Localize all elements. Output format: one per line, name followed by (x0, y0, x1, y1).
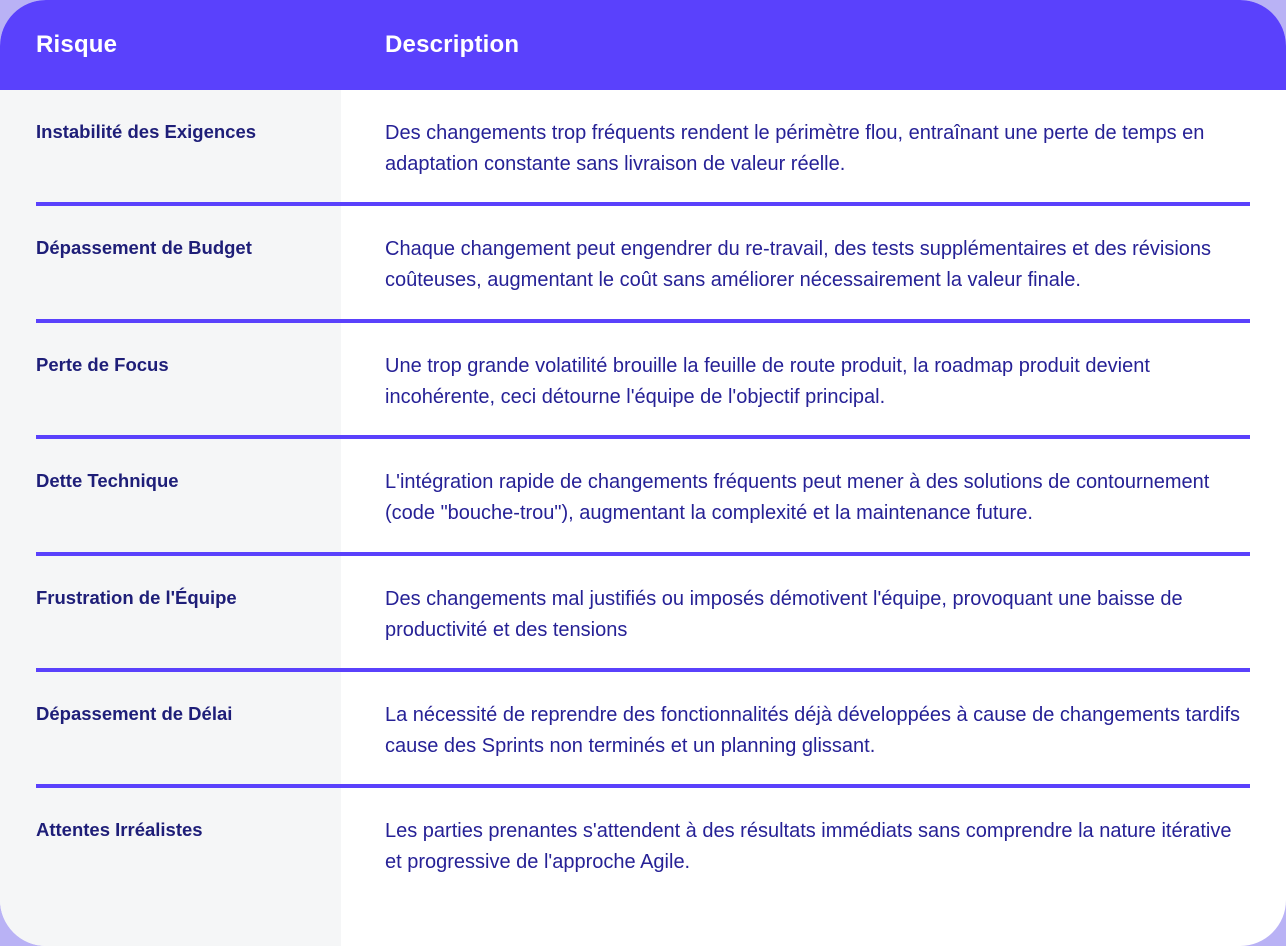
table-row (0, 788, 1286, 900)
table-row (0, 439, 1286, 552)
cell-description: Les parties prenantes s'attendent à des résultats immédiats sans comprendre la nature itérative et progressive de l'approche Agile. (385, 820, 1232, 873)
table-row (0, 672, 1286, 784)
cell-description: Chaque changement peut engendrer du re-travail, des tests supplémentaires et des révisions coûteuses, augmentant le coût sans améliorer nécessairement la valeur finale. (385, 238, 1212, 291)
table-rows (0, 90, 1286, 900)
cell-description: Une trop grande volatilité brouille la feuille de route produit, la roadmap produit devient incohérente, ceci détourne l'équipe de l'objectif principal. (385, 355, 1150, 408)
cell-description: Des changements trop fréquents rendent le périmètre flou, entraînant une perte de temps en adaptation constante sans livraison de valeur réelle. (385, 122, 1205, 175)
row-separator (36, 552, 1250, 556)
table-body (0, 90, 1286, 946)
column-header-description: Description (385, 31, 520, 58)
table-row (0, 556, 1286, 668)
cell-description: Des changements mal justifiés ou imposés démotivent l'équipe, provoquant une baisse de productivité et des tensions (385, 588, 1183, 641)
cell-risque: Dépassement de Délai (36, 703, 233, 724)
row-separator (36, 435, 1250, 439)
table-row (0, 323, 1286, 435)
row-separator (36, 319, 1250, 323)
cell-description: La nécessité de reprendre des fonctionnalités déjà développées à cause de changements tardifs cause des Sprints non terminés et un planning glissant. (385, 704, 1241, 757)
cell-risque: Frustration de l'Équipe (36, 587, 237, 608)
cell-risque: Attentes Irréalistes (36, 819, 203, 840)
cell-risque: Instabilité des Exigences (36, 121, 257, 142)
table-row (0, 206, 1286, 319)
cell-description: L'intégration rapide de changements fréquents peut mener à des solutions de contournement (code "bouche-trou"), augmentant la complexité et la maintenance future. (385, 471, 1210, 524)
cell-risque: Dette Technique (36, 470, 179, 491)
cell-risque: Dépassement de Budget (36, 237, 252, 258)
row-separator (36, 202, 1250, 206)
cell-risque: Perte de Focus (36, 354, 169, 375)
row-separator (36, 784, 1250, 788)
row-separator (36, 668, 1250, 672)
table-row (0, 90, 1286, 202)
column-header-risque: Risque (36, 31, 118, 58)
table-header-row (0, 0, 1286, 90)
